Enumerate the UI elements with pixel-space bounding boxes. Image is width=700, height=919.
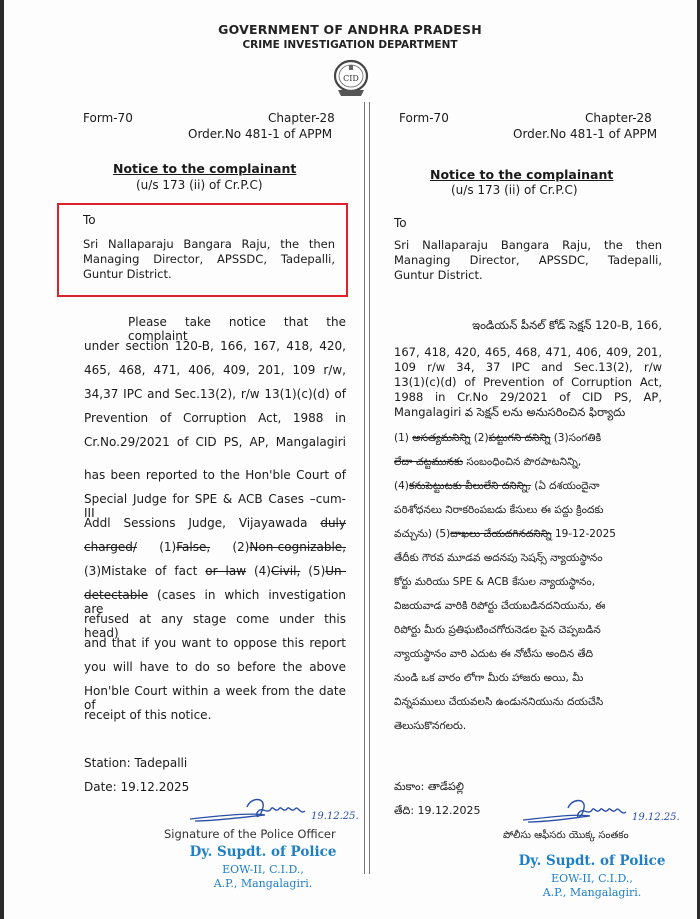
text-span: (2) — [473, 432, 489, 444]
body-line: Special Judge for SPE & ACB Cases –cum- III — [84, 492, 346, 520]
body-line: and that if you want to oppose this report — [84, 636, 346, 650]
body-line: Please take notice that the complaint — [128, 315, 346, 343]
struck-text: అసత్యమనిన్ని — [412, 432, 471, 444]
body-line: Cr.No.29/2021 of CID PS, AP, Mangalagiri — [84, 435, 346, 449]
struck-text: పట్టుగని దనిన్ని — [488, 432, 551, 444]
officer-stamp-title: Dy. Supdt. of Police — [518, 853, 666, 869]
svg-text:19.12.25.: 19.12.25. — [311, 811, 359, 822]
addressee-line: Sri Nallaparaju Bangara Raju, the then — [394, 238, 662, 252]
notice-title: Notice to the complainant — [430, 167, 614, 182]
addressee-line: Sri Nallaparaju Bangara Raju, the then — [83, 237, 335, 251]
body-line — [394, 480, 600, 495]
column-divider — [364, 102, 370, 874]
body-line: 465, 468, 471, 406, 409, 201, 109 r/w, — [84, 363, 346, 377]
body-line: 34,37 IPC and Sec.13(2), r/w 13(1)(c)(d) of — [84, 387, 346, 401]
body-line: under section 120-B, 166, 167, 418, 420, — [84, 339, 346, 353]
text-span: (ఏ దశయందైనా — [534, 480, 600, 492]
form-number: Form-70 — [399, 111, 449, 125]
struck-text: duly — [320, 516, 346, 530]
body-line — [394, 528, 616, 543]
to-label: To — [83, 213, 96, 227]
text-span: 19-12-2025 — [554, 528, 616, 540]
struck-text: దాఖలు చేయదగినదనిన్ని — [450, 528, 552, 540]
body-line: 167, 418, 420, 465, 468, 471, 406, 409, 201, — [394, 345, 662, 359]
body-line: 13(1)(c)(d) of Prevention of Corruption Act, — [394, 375, 662, 389]
signature-caption: పోలీసు ఆఫీసరు యొక్క సంతకం — [503, 830, 629, 841]
body-line: రిపోర్టు మీరు ప్రతిఘటించగోరునెడల పైన చెప్పబడిన — [394, 624, 601, 636]
body-line: విన్నపములు చేయవలసి ఉండుననియును దయచేసి — [394, 696, 604, 708]
text-span: (1) — [394, 432, 409, 444]
signature-scribble-icon — [185, 795, 365, 830]
struck-text: charged/ — [84, 540, 137, 554]
officer-stamp-location: A.P., Mangalagiri. — [542, 886, 642, 899]
addressee-line: Guntur District. — [83, 267, 172, 281]
chapter-number: Chapter-28 — [268, 111, 335, 125]
body-line: Prevention of Corruption Act, 1988 in — [84, 411, 346, 425]
form-number: Form-70 — [83, 111, 133, 125]
struck-text: Civil, — [270, 564, 301, 578]
body-line: 1988 in Cr.No 29/2021 of CID PS, AP, — [394, 390, 662, 404]
addressee-line: Managing Director, APSSDC, Tadepalli, — [83, 252, 335, 266]
body-line — [394, 456, 581, 471]
body-line: కోర్టు మరియు SPE & ACB కేసుల న్యాయస్థానం, — [394, 576, 596, 588]
body-line: has been reported to the Hon'ble Court of — [84, 468, 346, 482]
to-label: To — [394, 216, 407, 230]
struck-text: Non-cognizable, — [249, 540, 346, 554]
text-span: వచ్చును) (5) — [394, 528, 451, 540]
body-line — [84, 516, 346, 530]
department-heading: CRIME INVESTIGATION DEPARTMENT — [242, 39, 458, 51]
body-line: తెలుసుకొనగలరు. — [394, 720, 467, 732]
body-line — [84, 540, 346, 554]
date-label: Date: 19.12.2025 — [84, 780, 190, 794]
officer-stamp-unit: EOW-II, C.I.D., — [551, 872, 633, 885]
struck-text: లేదా చట్టమునకు — [394, 456, 464, 468]
officer-stamp-title: Dy. Supdt. of Police — [189, 844, 337, 860]
date-label: తేది: 19.12.2025 — [394, 804, 481, 817]
struck-text: detectable — [84, 588, 149, 602]
body-line: Mangalagiri వ సెక్షన్ లను అనుసరించిన ఫిర్యాదు — [394, 405, 626, 419]
text-span: (4) — [253, 564, 271, 578]
officer-stamp-location: A.P., Mangalagiri. — [213, 877, 313, 890]
text-span: Addl Sessions Judge, Vijayawada — [84, 516, 308, 530]
body-line: 109 r/w 34, 37 IPC and Sec.13(2), r/w — [394, 360, 662, 374]
notice-title: Notice to the complainant — [113, 161, 297, 176]
text-span: (1) — [159, 540, 177, 554]
struck-text: or law — [205, 564, 247, 578]
notice-subtitle: (u/s 173 (ii) of Cr.P.C) — [451, 183, 578, 197]
officer-stamp-unit: EOW-II, C.I.D., — [222, 863, 304, 876]
body-line: న్యాయస్థానం వారి ఎదుట ఈ నోటీసు అందిన తేది — [394, 648, 594, 660]
signature-scribble-icon — [518, 796, 698, 831]
text-span: (cases in which investigation are — [84, 588, 346, 616]
cid-emblem-icon — [333, 59, 369, 99]
body-line: receipt of this notice. — [84, 708, 212, 722]
addressee-line: Managing Director, APSSDC, Tadepalli, — [394, 253, 662, 267]
struck-text: Un- — [325, 564, 346, 578]
body-line: refused at any stage come under this head) — [84, 612, 346, 640]
text-span: (2) — [232, 540, 250, 554]
government-heading: GOVERNMENT OF ANDHRA PRADESH — [218, 22, 482, 37]
chapter-number: Chapter-28 — [585, 111, 652, 125]
body-line: నుండి ఒక వారం లోగా మీరు హాజరు అయి, మీ — [394, 672, 584, 684]
struck-text: కనుపెట్టుటకు వీలులేని దనిన్ని, — [408, 480, 531, 492]
svg-text:19.12.25.: 19.12.25. — [632, 812, 680, 823]
signature-caption: Signature of the Police Officer — [164, 827, 336, 841]
station-label: మకాం: తాడేపల్లి — [394, 780, 464, 793]
text-span: (4) — [394, 480, 409, 492]
body-line: తేదీకు గౌరవ మూడవ అదనపు సెషన్స్ న్యాయస్థానం — [394, 552, 603, 564]
station-label: Station: Tadepalli — [84, 756, 188, 770]
body-line: విజయవాడ వారికి రిపోర్టు చేయబడినదనియును, ఈ — [394, 600, 606, 612]
body-line: Hon'ble Court within a week from the date of — [84, 684, 346, 712]
text-span: (5) — [308, 564, 326, 578]
body-line: పరిశోధనలు నిరాకరింపబడు కేసులు ఈ పద్దు క్రిందకు — [394, 504, 604, 516]
page-left-border — [0, 0, 4, 919]
body-line — [394, 432, 662, 447]
text-span: (3)సంగతికి — [553, 432, 602, 444]
text-span: సంబంధించిన పొరపాటనిన్ని, — [466, 456, 582, 468]
body-line: you will have to do so before the above — [84, 660, 346, 674]
order-number: Order.No 481-1 of APPM — [188, 127, 333, 141]
order-number: Order.No 481-1 of APPM — [513, 127, 658, 141]
addressee-line: Guntur District. — [394, 268, 483, 282]
struck-text: False, — [176, 540, 211, 554]
body-line: ఇండియన్ పీనల్ కోడ్ సెక్షన్ 120-B, 166, — [472, 318, 662, 332]
emblem-text: CID — [343, 74, 359, 83]
body-line — [84, 564, 346, 578]
notice-subtitle: (u/s 173 (ii) of Cr.P.C) — [136, 178, 263, 192]
text-span: (3)Mistake of fact — [84, 564, 198, 578]
